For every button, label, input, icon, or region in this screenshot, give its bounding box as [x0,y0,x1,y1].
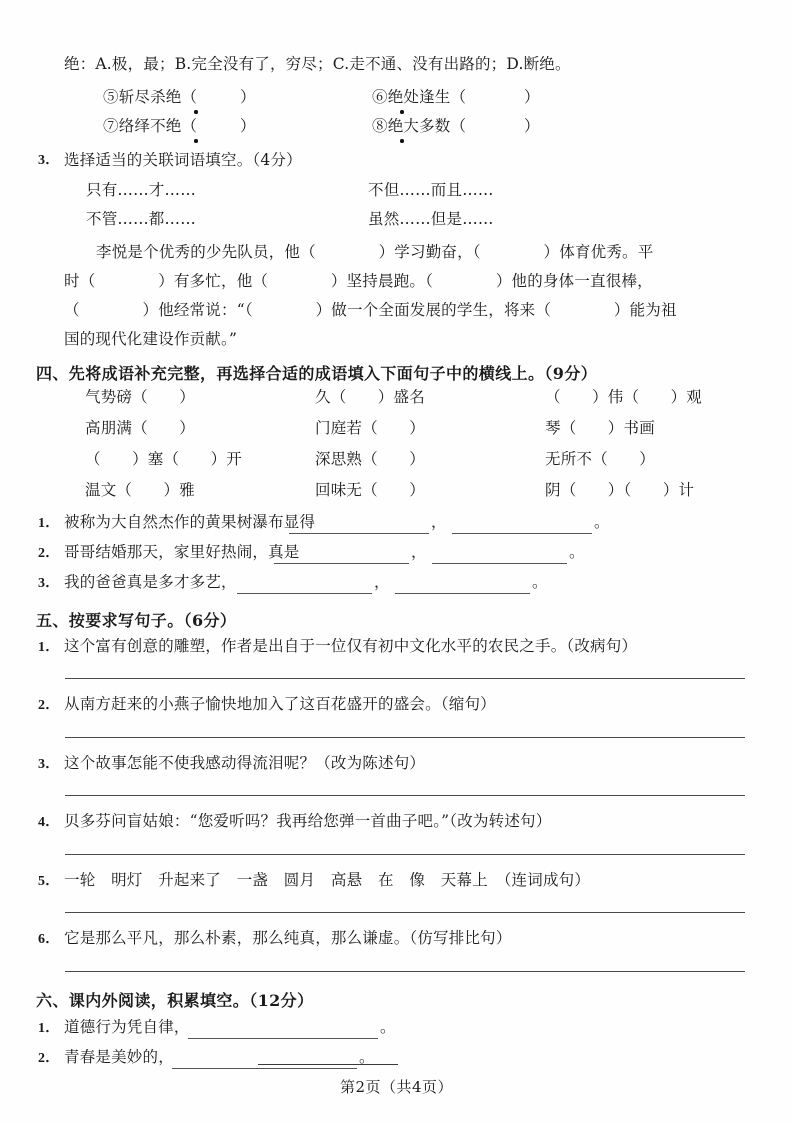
footer-divider [258,1064,398,1065]
answer-blank[interactable] [289,533,429,534]
idiom-item-7[interactable]: ⑦络绎不绝（ [103,117,198,135]
answer-blank[interactable] [274,563,409,564]
recall-item-text: 青春是美妙的， [64,1048,174,1066]
fill-sentence-comma: ， [374,573,390,591]
write-sentence-text: 它是那么平凡，那么朴素，那么纯真，那么谦虚。（仿写排比句） [64,929,512,947]
emphasis-dot-icon [400,110,404,114]
idiom-grid-cell[interactable]: 气势磅（ ） [85,388,195,406]
answer-blank[interactable] [237,593,372,594]
fill-sentence-text: 我的爸爸真是多才多艺， [64,573,237,591]
fill-sentence-number: 3． [38,576,60,591]
recall-item-period: 。 [380,1018,396,1036]
section-five-heading: 五、按要求写句子。（6分） [36,611,237,630]
connective-option-2[interactable]: 不但……而且…… [368,181,494,199]
idiom-grid-cell[interactable]: 琴（ ）书画 [545,419,655,437]
fill-sentence-period: 。 [532,573,548,591]
idiom-grid-cell[interactable]: 温文（ ）雅 [85,481,195,499]
answer-blank[interactable] [395,593,530,594]
fill-sentence-comma: ， [411,543,427,561]
idiom-item-7-close: ） [240,117,256,135]
idiom-item-6[interactable]: ⑥绝处逢生（ [372,88,467,106]
idiom-grid-cell[interactable]: 高朋满（ ） [85,419,195,437]
connective-option-3[interactable]: 不管……都…… [86,210,196,228]
idiom-grid-cell[interactable]: （ ）伟（ ）观 [545,388,703,406]
question-3-passage-line-1[interactable]: 李悦是个优秀的少先队员，他（ ）学习勤奋，（ ）体育优秀。平 [96,243,654,261]
answer-blank[interactable] [432,563,567,564]
write-answer-line[interactable] [65,678,745,679]
idiom-grid-cell[interactable]: 阴（ ）（ ）计 [545,481,695,499]
write-answer-line[interactable] [65,912,745,913]
fill-sentence-text: 被称为大自然杰作的黄果树瀑布显得 [64,513,316,531]
connective-option-1[interactable]: 只有……才…… [86,181,196,199]
connective-option-4[interactable]: 虽然……但是…… [368,210,494,228]
write-sentence-text: 从南方赶来的小燕子愉快地加入了这百花盛开的盛会。（缩句） [64,695,496,713]
idiom-grid-cell[interactable]: 无所不（ ） [545,450,655,468]
write-answer-line[interactable] [65,737,745,738]
idiom-grid-cell[interactable]: 回味无（ ） [315,481,425,499]
page-footer: 第2页（共4页） [339,1078,454,1096]
write-sentence-number: 4． [38,815,60,830]
recall-answer-blank[interactable] [172,1068,357,1069]
fill-sentence-text: 哥哥结婚那天，家里好热闹，真是 [64,543,300,561]
write-sentence-text: 贝多芬问盲姑娘：“您爱听吗？我再给您弹一首曲子吧。”（改为转述句） [64,812,552,830]
write-sentence-number: 5． [38,874,60,889]
write-sentence-text: 这个富有创意的雕塑，作者是出自于一位仅有初中文化水平的农民之手。（改病句） [64,637,638,655]
section-six-heading: 六、课内外阅读，积累填空。（12分） [36,991,314,1010]
word-definition-line: 绝：A.极，最；B.完全没有了，穷尽；C.走不通、没有出路的；D.断绝。 [64,55,571,73]
idiom-item-5-close: ） [240,88,256,106]
fill-sentence-number: 1． [38,516,60,531]
idiom-item-8[interactable]: ⑧绝大多数（ [372,117,467,135]
idiom-grid-cell[interactable]: 门庭若（ ） [315,419,425,437]
write-sentence-number: 1． [38,640,60,655]
idiom-grid-cell[interactable]: 久（ ）盛名 [315,388,425,406]
write-answer-line[interactable] [65,795,745,796]
fill-sentence-number: 2． [38,546,60,561]
emphasis-dot-icon [194,110,198,114]
write-sentence-number: 6． [38,932,60,947]
recall-item-number: 1． [38,1021,60,1036]
question-3-passage-line-2[interactable]: 时（ ）有多忙，他（ ）坚持晨跑。（ ）他的身体一直很棒， [64,272,653,290]
write-sentence-text: 一轮 明灯 升起来了 一盏 圆月 高悬 在 像 天幕上 （连词成句） [64,871,591,889]
question-3-passage-line-3[interactable]: （ ）他经常说：“（ ）做一个全面发展的学生，将来（ ）能为祖 [64,301,677,319]
question-3-number: 3． [38,153,60,168]
fill-sentence-period: 。 [594,513,610,531]
question-3-title: 选择适当的关联词语填空。（4分） [64,151,302,169]
write-sentence-text: 这个故事怎能不使我感动得流泪呢？（改为陈述句） [64,754,426,772]
idiom-item-6-close: ） [524,88,540,106]
recall-item-period: 。 [359,1048,375,1066]
idiom-grid-cell[interactable]: 深思熟（ ） [315,450,425,468]
recall-item-number: 2． [38,1051,60,1066]
write-sentence-number: 2． [38,698,60,713]
write-answer-line[interactable] [65,971,745,972]
section-four-heading: 四、先将成语补充完整，再选择合适的成语填入下面句子中的横线上。（9分） [36,364,598,383]
question-3-passage-line-4: 国的现代化建设作贡献。” [64,330,238,348]
idiom-item-5[interactable]: ⑤斩尽杀绝（ [103,88,198,106]
idiom-grid-cell[interactable]: （ ）塞（ ）开 [85,450,243,468]
recall-item-text: 道德行为凭自律， [64,1018,190,1036]
idiom-item-8-close: ） [524,117,540,135]
fill-sentence-period: 。 [569,543,585,561]
emphasis-dot-icon [194,139,198,143]
write-sentence-number: 3． [38,757,60,772]
answer-blank[interactable] [452,533,592,534]
fill-sentence-comma: ， [431,513,447,531]
recall-answer-blank[interactable] [188,1038,378,1039]
emphasis-dot-icon [400,139,404,143]
write-answer-line[interactable] [65,854,745,855]
